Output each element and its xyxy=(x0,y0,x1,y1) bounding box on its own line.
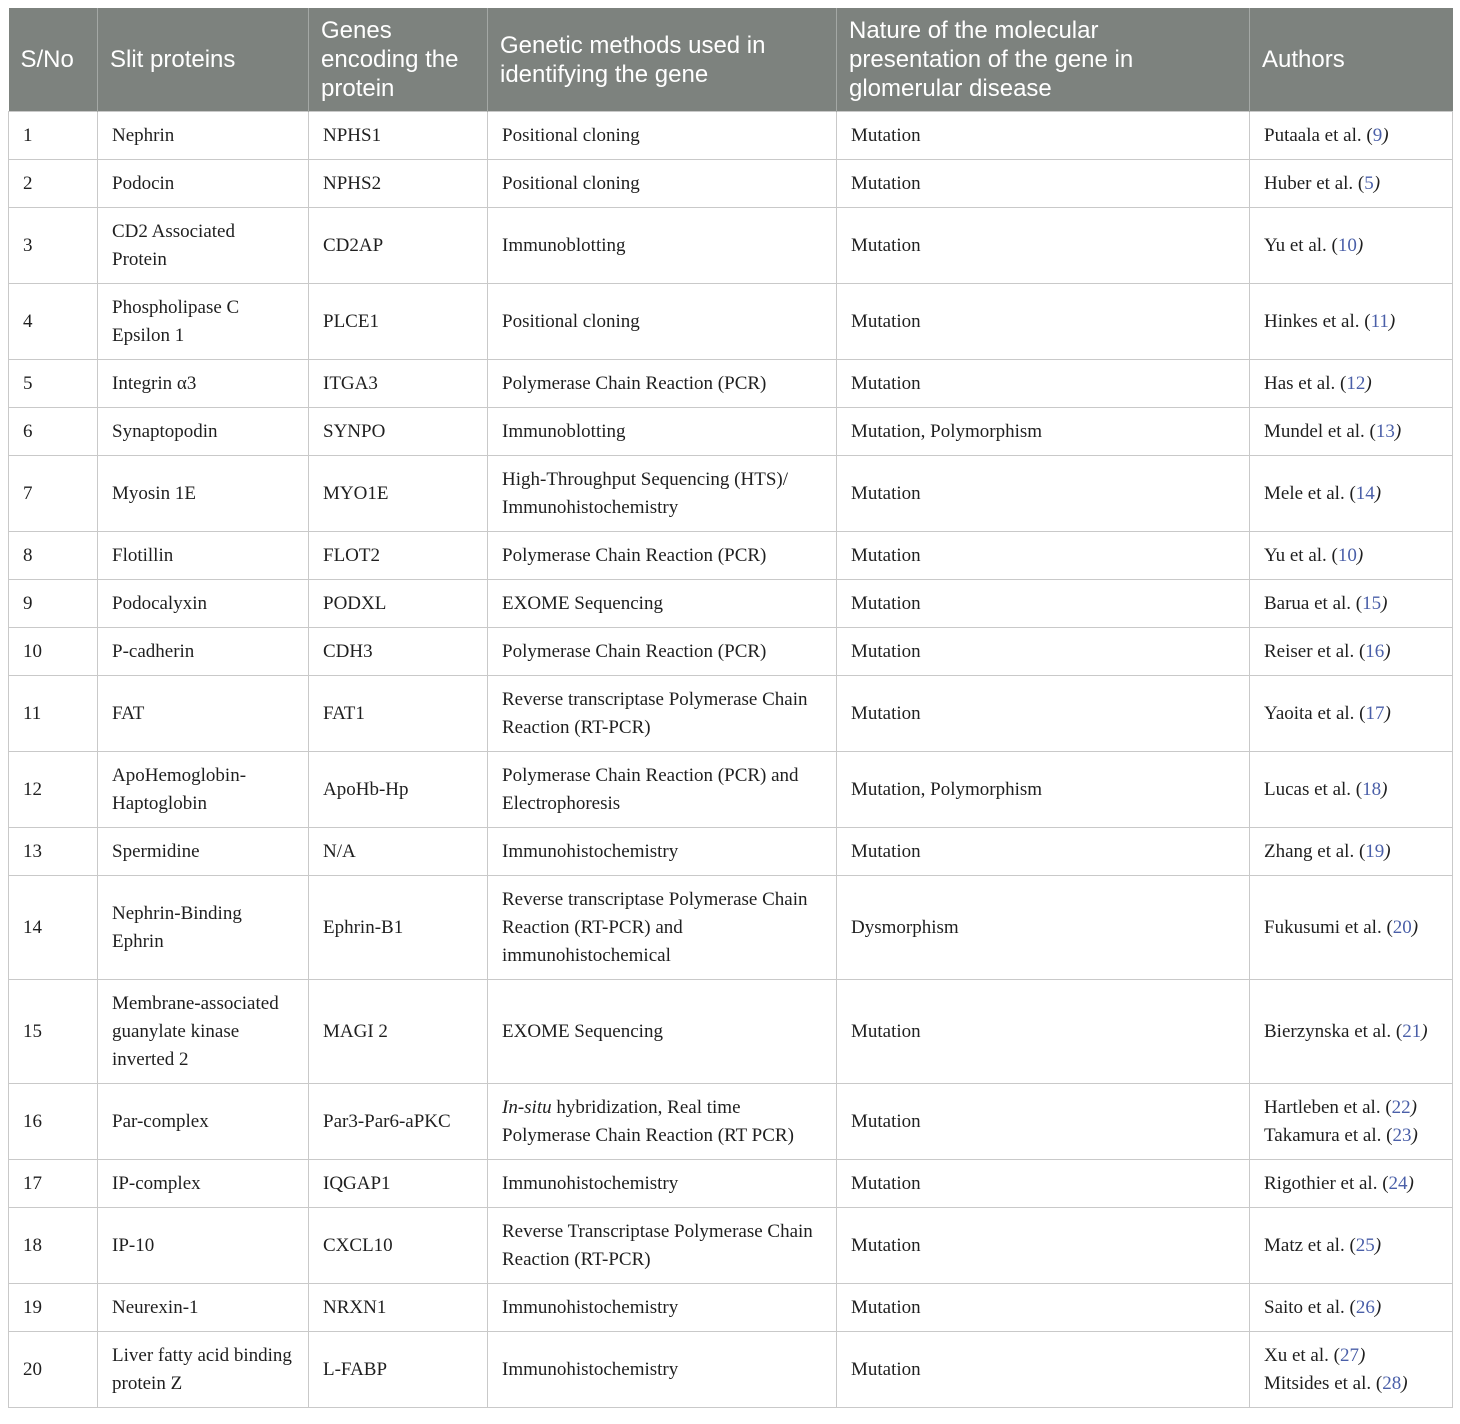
author-name: Takamura et al. ( xyxy=(1264,1124,1393,1146)
cell-slit-protein: Membrane-associated guanylate kinase inverted 2 xyxy=(98,980,309,1084)
author-name: Mitsides et al. ( xyxy=(1264,1372,1383,1394)
table-row xyxy=(9,628,1453,676)
cell-sno: 8 xyxy=(9,532,98,580)
header-row xyxy=(9,8,1453,112)
cell-nature: Mutation xyxy=(837,456,1250,532)
method-italic-text: In-situ xyxy=(502,1096,552,1118)
table-row xyxy=(9,752,1453,828)
cell-authors xyxy=(1250,1160,1453,1208)
cell-sno: 9 xyxy=(9,580,98,628)
cell-gene: FLOT2 xyxy=(309,532,488,580)
cell-nature: Mutation xyxy=(837,112,1250,160)
cell-genetic-method: Reverse transcriptase Polymerase Chain Reaction (RT-PCR) and immunohistochemical xyxy=(488,876,837,980)
cell-slit-protein: Podocalyxin xyxy=(98,580,309,628)
reference-close: ) xyxy=(1374,1234,1382,1256)
reference-link[interactable]: 5 xyxy=(1364,172,1374,194)
author-name: Bierzynska et al. ( xyxy=(1264,1020,1403,1042)
cell-authors xyxy=(1250,580,1453,628)
author-name: Mele et al. ( xyxy=(1264,482,1356,504)
cell-authors xyxy=(1250,456,1453,532)
cell-sno: 17 xyxy=(9,1160,98,1208)
cell-sno: 4 xyxy=(9,284,98,360)
author-name: Saito et al. ( xyxy=(1264,1296,1356,1318)
cell-genetic-method: Immunohistochemistry xyxy=(488,828,837,876)
author-citation xyxy=(1264,308,1438,336)
reference-close: ) xyxy=(1394,420,1402,442)
author-name: Has et al. ( xyxy=(1264,372,1347,394)
cell-nature: Mutation xyxy=(837,208,1250,284)
reference-link[interactable]: 9 xyxy=(1372,124,1383,146)
cell-nature: Mutation xyxy=(837,1084,1250,1160)
cell-nature: Mutation xyxy=(837,980,1250,1084)
reference-close: ) xyxy=(1374,482,1382,504)
cell-slit-protein: Nephrin xyxy=(98,112,309,160)
cell-genetic-method: Immunohistochemistry xyxy=(488,1332,837,1408)
cell-gene: SYNPO xyxy=(309,408,488,456)
reference-close: ) xyxy=(1373,172,1381,194)
cell-gene: NPHS2 xyxy=(309,160,488,208)
cell-sno: 14 xyxy=(9,876,98,980)
author-citation xyxy=(1264,542,1438,570)
cell-sno: 20 xyxy=(9,1332,98,1408)
cell-genetic-method: Polymerase Chain Reaction (PCR) xyxy=(488,628,837,676)
cell-genetic-method: Positional cloning xyxy=(488,160,837,208)
cell-nature: Mutation xyxy=(837,1332,1250,1408)
reference-close: ) xyxy=(1407,1172,1414,1194)
cell-sno: 3 xyxy=(9,208,98,284)
cell-sno: 6 xyxy=(9,408,98,456)
cell-authors xyxy=(1250,1084,1453,1160)
cell-authors xyxy=(1250,676,1453,752)
reference-close: ) xyxy=(1374,1296,1382,1318)
cell-slit-protein: Spermidine xyxy=(98,828,309,876)
cell-genetic-method xyxy=(488,1084,837,1160)
cell-sno: 7 xyxy=(9,456,98,532)
reference-link[interactable]: 15 xyxy=(1362,592,1382,614)
cell-sno: 2 xyxy=(9,160,98,208)
table-row xyxy=(9,360,1453,408)
cell-slit-protein: ApoHemoglobin-Haptoglobin xyxy=(98,752,309,828)
cell-gene: PLCE1 xyxy=(309,284,488,360)
cell-gene: ITGA3 xyxy=(309,360,488,408)
cell-authors xyxy=(1250,980,1453,1084)
cell-gene: CXCL10 xyxy=(309,1208,488,1284)
cell-authors xyxy=(1250,208,1453,284)
cell-authors xyxy=(1250,628,1453,676)
reference-link[interactable]: 26 xyxy=(1355,1296,1375,1318)
author-name: Putaala et al. ( xyxy=(1264,124,1373,146)
cell-genetic-method: Immunohistochemistry xyxy=(488,1160,837,1208)
reference-link[interactable]: 17 xyxy=(1365,702,1385,724)
reference-link[interactable]: 19 xyxy=(1365,840,1385,862)
author-citation xyxy=(1264,914,1438,942)
cell-nature: Mutation xyxy=(837,284,1250,360)
cell-authors xyxy=(1250,1284,1453,1332)
cell-nature: Mutation xyxy=(837,828,1250,876)
cell-slit-protein: Podocin xyxy=(98,160,309,208)
cell-nature: Mutation xyxy=(837,580,1250,628)
cell-gene: Par3-Par6-aPKC xyxy=(309,1084,488,1160)
cell-slit-protein: Integrin α3 xyxy=(98,360,309,408)
cell-sno: 10 xyxy=(9,628,98,676)
reference-link[interactable]: 20 xyxy=(1392,916,1412,938)
header-genes: Genes encoding the protein xyxy=(309,8,488,112)
author-citation xyxy=(1264,838,1438,866)
table-row xyxy=(9,456,1453,532)
reference-close: ) xyxy=(1358,1344,1366,1366)
header-slit-proteins: Slit proteins xyxy=(98,8,309,112)
reference-link[interactable]: 14 xyxy=(1355,482,1375,504)
author-name: Reiser et al. ( xyxy=(1264,640,1366,662)
cell-authors xyxy=(1250,1332,1453,1408)
reference-link[interactable]: 16 xyxy=(1365,640,1385,662)
reference-link[interactable]: 24 xyxy=(1388,1172,1408,1194)
reference-close: ) xyxy=(1410,1096,1417,1118)
author-citation xyxy=(1264,1122,1438,1150)
reference-close: ) xyxy=(1356,544,1364,566)
cell-slit-protein: IP-complex xyxy=(98,1160,309,1208)
author-citation xyxy=(1264,370,1438,398)
reference-link[interactable]: 27 xyxy=(1339,1344,1359,1366)
cell-genetic-method: Polymerase Chain Reaction (PCR) and Electrophoresis xyxy=(488,752,837,828)
table-row xyxy=(9,1084,1453,1160)
author-name: Mundel et al. ( xyxy=(1264,420,1376,442)
table-row xyxy=(9,208,1453,284)
author-citation xyxy=(1264,776,1438,804)
cell-gene: CDH3 xyxy=(309,628,488,676)
reference-close: ) xyxy=(1401,1372,1408,1394)
cell-sno: 18 xyxy=(9,1208,98,1284)
reference-close: ) xyxy=(1381,592,1388,614)
cell-genetic-method: Immunoblotting xyxy=(488,408,837,456)
author-citation xyxy=(1264,1094,1438,1122)
table-row xyxy=(9,980,1453,1084)
author-citation xyxy=(1264,1342,1438,1370)
reference-close: ) xyxy=(1411,1124,1418,1146)
cell-slit-protein: P-cadherin xyxy=(98,628,309,676)
cell-genetic-method: Reverse transcriptase Polymerase Chain Reaction (RT-PCR) xyxy=(488,676,837,752)
table-row xyxy=(9,876,1453,980)
header-sno: S/No xyxy=(9,8,98,112)
author-citation xyxy=(1264,232,1438,260)
cell-gene: FAT1 xyxy=(309,676,488,752)
table-body xyxy=(9,112,1453,1408)
author-citation xyxy=(1264,1170,1438,1198)
cell-gene: N/A xyxy=(309,828,488,876)
table-row xyxy=(9,676,1453,752)
reference-close: ) xyxy=(1356,234,1364,256)
cell-sno: 15 xyxy=(9,980,98,1084)
author-name: Yu et al. ( xyxy=(1264,544,1338,566)
slit-proteins-table xyxy=(8,8,1453,1408)
cell-authors xyxy=(1250,532,1453,580)
reference-link[interactable]: 28 xyxy=(1382,1372,1402,1394)
reference-link[interactable]: 10 xyxy=(1337,544,1357,566)
cell-slit-protein: FAT xyxy=(98,676,309,752)
author-citation xyxy=(1264,700,1438,728)
reference-close: ) xyxy=(1411,916,1419,938)
table-row xyxy=(9,580,1453,628)
method-text: hybridization, Real time Polymerase Chain Reaction (RT PCR) xyxy=(502,1096,794,1146)
cell-nature: Mutation, Polymorphism xyxy=(837,408,1250,456)
author-citation xyxy=(1264,1232,1438,1260)
reference-close: ) xyxy=(1384,702,1391,724)
cell-slit-protein: Myosin 1E xyxy=(98,456,309,532)
cell-genetic-method: Positional cloning xyxy=(488,112,837,160)
author-citation xyxy=(1264,590,1438,618)
cell-sno: 5 xyxy=(9,360,98,408)
author-name: Fukusumi et al. ( xyxy=(1264,916,1393,938)
cell-authors xyxy=(1250,828,1453,876)
cell-nature: Mutation xyxy=(837,1160,1250,1208)
author-name: Yu et al. ( xyxy=(1264,234,1338,256)
cell-nature: Dysmorphism xyxy=(837,876,1250,980)
cell-genetic-method: EXOME Sequencing xyxy=(488,580,837,628)
cell-slit-protein: Phospholipase C Epsilon 1 xyxy=(98,284,309,360)
table-row xyxy=(9,284,1453,360)
author-citation xyxy=(1264,1018,1438,1046)
cell-nature: Mutation xyxy=(837,628,1250,676)
cell-authors xyxy=(1250,360,1453,408)
cell-nature: Mutation xyxy=(837,676,1250,752)
reference-link[interactable]: 23 xyxy=(1392,1124,1412,1146)
cell-slit-protein: IP-10 xyxy=(98,1208,309,1284)
cell-slit-protein: Nephrin-Binding Ephrin xyxy=(98,876,309,980)
table-row xyxy=(9,1332,1453,1408)
reference-link[interactable]: 25 xyxy=(1355,1234,1375,1256)
cell-genetic-method: Immunoblotting xyxy=(488,208,837,284)
author-citation xyxy=(1264,480,1438,508)
reference-link[interactable]: 18 xyxy=(1362,778,1382,800)
reference-link[interactable]: 12 xyxy=(1346,372,1366,394)
table-row xyxy=(9,112,1453,160)
reference-link[interactable]: 10 xyxy=(1337,234,1357,256)
cell-authors xyxy=(1250,408,1453,456)
cell-authors xyxy=(1250,876,1453,980)
author-citation xyxy=(1264,1370,1438,1398)
cell-nature: Mutation xyxy=(837,1208,1250,1284)
reference-link[interactable]: 13 xyxy=(1375,420,1395,442)
cell-slit-protein: Synaptopodin xyxy=(98,408,309,456)
reference-link[interactable]: 22 xyxy=(1391,1096,1411,1118)
author-name: Matz et al. ( xyxy=(1264,1234,1356,1256)
author-name: Zhang et al. ( xyxy=(1264,840,1366,862)
cell-gene: IQGAP1 xyxy=(309,1160,488,1208)
table-header xyxy=(9,8,1453,112)
cell-authors xyxy=(1250,112,1453,160)
cell-slit-protein: CD2 Associated Protein xyxy=(98,208,309,284)
cell-nature: Mutation xyxy=(837,1284,1250,1332)
cell-sno: 11 xyxy=(9,676,98,752)
cell-sno: 1 xyxy=(9,112,98,160)
cell-genetic-method: Immunohistochemistry xyxy=(488,1284,837,1332)
author-name: Lucas et al. ( xyxy=(1264,778,1363,800)
cell-authors xyxy=(1250,1208,1453,1284)
cell-genetic-method: Positional cloning xyxy=(488,284,837,360)
author-name: Hinkes et al. ( xyxy=(1264,310,1371,332)
cell-gene: PODXL xyxy=(309,580,488,628)
author-name: Barua et al. ( xyxy=(1264,592,1363,614)
author-citation xyxy=(1264,638,1438,666)
cell-slit-protein: Neurexin-1 xyxy=(98,1284,309,1332)
reference-link[interactable]: 11 xyxy=(1370,310,1389,332)
cell-nature: Mutation xyxy=(837,532,1250,580)
reference-link[interactable]: 21 xyxy=(1402,1020,1422,1042)
cell-sno: 12 xyxy=(9,752,98,828)
cell-genetic-method: Polymerase Chain Reaction (PCR) xyxy=(488,532,837,580)
reference-close: ) xyxy=(1381,778,1388,800)
header-genetic-methods: Genetic methods used in identifying the gene xyxy=(488,8,837,112)
table-row xyxy=(9,160,1453,208)
author-name: Hartleben et al. ( xyxy=(1264,1096,1392,1118)
author-citation xyxy=(1264,122,1438,150)
table-row xyxy=(9,408,1453,456)
cell-gene: L-FABP xyxy=(309,1332,488,1408)
author-name: Xu et al. ( xyxy=(1264,1344,1340,1366)
cell-nature: Mutation, Polymorphism xyxy=(837,752,1250,828)
cell-gene: ApoHb-Hp xyxy=(309,752,488,828)
reference-close: ) xyxy=(1384,640,1391,662)
cell-authors xyxy=(1250,160,1453,208)
cell-gene: Ephrin-B1 xyxy=(309,876,488,980)
reference-close: ) xyxy=(1382,124,1389,146)
cell-slit-protein: Liver fatty acid binding protein Z xyxy=(98,1332,309,1408)
header-authors: Authors xyxy=(1250,8,1453,112)
cell-nature: Mutation xyxy=(837,360,1250,408)
author-citation xyxy=(1264,1294,1438,1322)
reference-close: ) xyxy=(1388,310,1396,332)
cell-nature: Mutation xyxy=(837,160,1250,208)
table-row xyxy=(9,1208,1453,1284)
cell-slit-protein: Flotillin xyxy=(98,532,309,580)
reference-close: ) xyxy=(1384,840,1391,862)
cell-sno: 16 xyxy=(9,1084,98,1160)
table-row xyxy=(9,828,1453,876)
cell-sno: 19 xyxy=(9,1284,98,1332)
cell-gene: NPHS1 xyxy=(309,112,488,160)
author-name: Huber et al. ( xyxy=(1264,172,1365,194)
author-name: Yaoita et al. ( xyxy=(1264,702,1366,724)
header-nature: Nature of the molecular presentation of the gene in glomerular disease xyxy=(837,8,1250,112)
cell-genetic-method: EXOME Sequencing xyxy=(488,980,837,1084)
cell-gene: CD2AP xyxy=(309,208,488,284)
author-citation xyxy=(1264,170,1438,198)
cell-genetic-method: High-Throughput Sequencing (HTS)/ Immunohistochemistry xyxy=(488,456,837,532)
cell-gene: MAGI 2 xyxy=(309,980,488,1084)
table-row xyxy=(9,532,1453,580)
cell-genetic-method: Reverse Transcriptase Polymerase Chain Reaction (RT-PCR) xyxy=(488,1208,837,1284)
cell-gene: NRXN1 xyxy=(309,1284,488,1332)
reference-close: ) xyxy=(1421,1020,1428,1042)
author-name: Rigothier et al. ( xyxy=(1264,1172,1389,1194)
table-row xyxy=(9,1160,1453,1208)
cell-gene: MYO1E xyxy=(309,456,488,532)
cell-genetic-method: Polymerase Chain Reaction (PCR) xyxy=(488,360,837,408)
cell-sno: 13 xyxy=(9,828,98,876)
author-citation xyxy=(1264,418,1438,446)
cell-authors xyxy=(1250,284,1453,360)
table-row xyxy=(9,1284,1453,1332)
cell-authors xyxy=(1250,752,1453,828)
cell-slit-protein: Par-complex xyxy=(98,1084,309,1160)
reference-close: ) xyxy=(1365,372,1372,394)
